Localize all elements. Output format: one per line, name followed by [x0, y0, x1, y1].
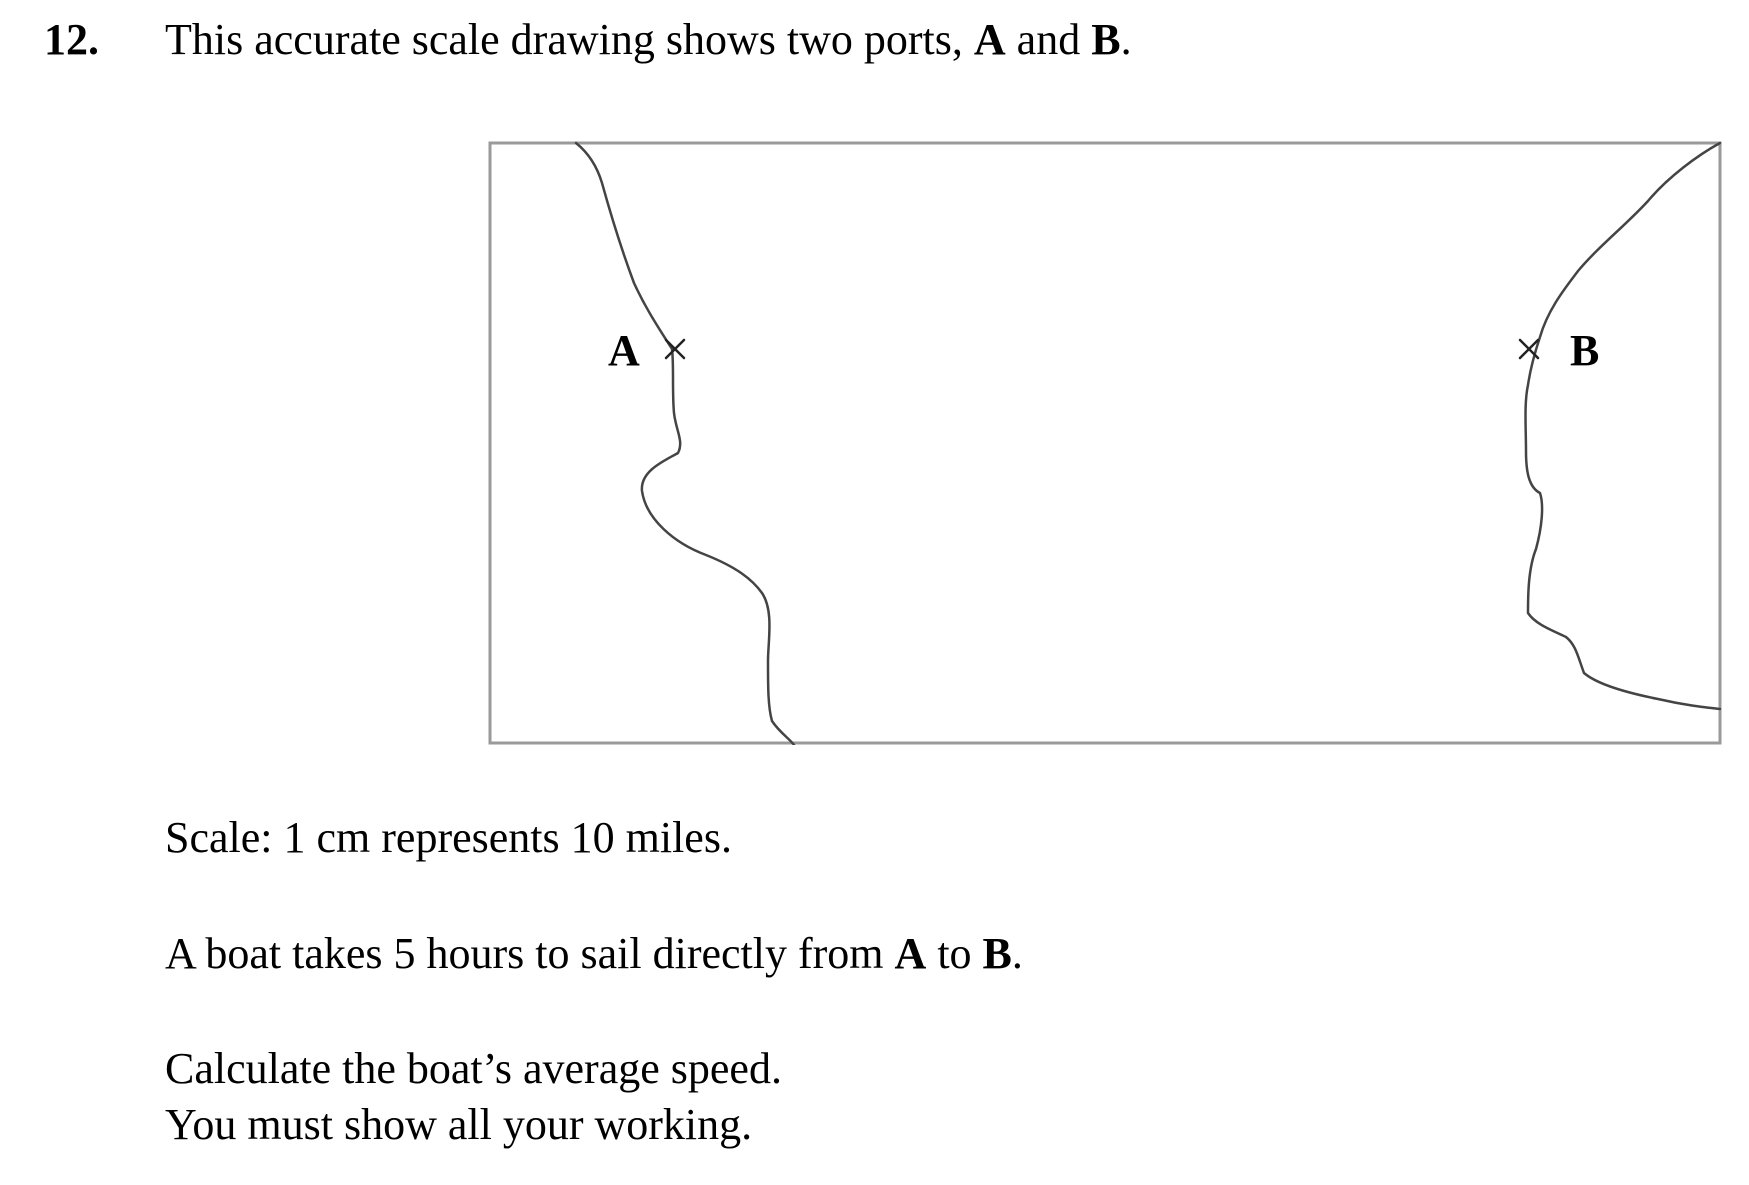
- intro-text: This accurate scale drawing shows two ports,: [165, 15, 974, 64]
- boat-text-start: A boat takes 5 hours to sail directly from: [165, 929, 895, 978]
- port-a-label: A: [608, 326, 640, 375]
- boat-to-port: B: [982, 929, 1012, 978]
- scale-drawing-map: [488, 141, 1722, 745]
- boat-text-end: .: [1011, 929, 1023, 978]
- port-b-label: B: [1570, 326, 1600, 375]
- working-instruction: You must show all your working.: [165, 1100, 753, 1149]
- question-number: 12.: [44, 15, 99, 64]
- task-instruction: Calculate the boat’s average speed.: [165, 1044, 782, 1093]
- intro-and: and: [1005, 15, 1092, 64]
- intro-end: .: [1120, 15, 1132, 64]
- scale-statement: Scale: 1 cm represents 10 miles.: [165, 813, 732, 862]
- boat-from-port: A: [894, 929, 927, 978]
- map-frame: [490, 143, 1720, 743]
- intro-port-a: A: [973, 15, 1006, 64]
- boat-statement: [165, 928, 1023, 981]
- boat-text-mid: to: [926, 929, 983, 978]
- question-intro: [165, 14, 1132, 67]
- intro-port-b: B: [1091, 15, 1121, 64]
